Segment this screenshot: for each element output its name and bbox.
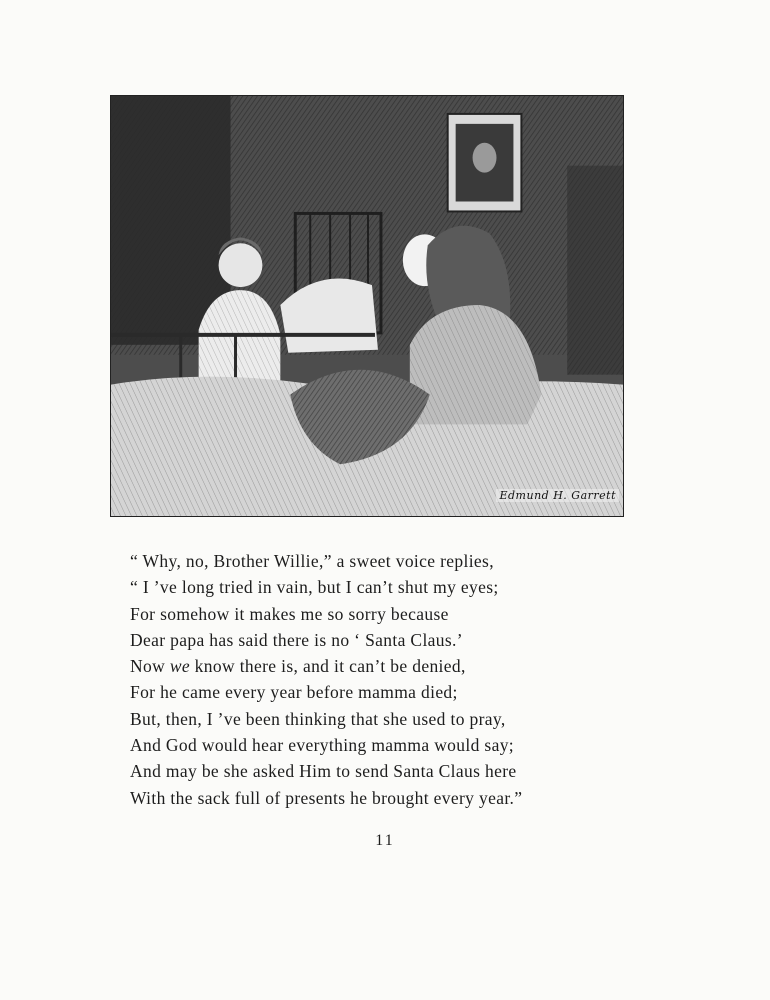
poem-line: Now we know there is, and it can’t be denied, bbox=[130, 656, 466, 677]
engraving-illustration bbox=[110, 95, 624, 517]
poem-line: And may be she asked Him to send Santa Claus here bbox=[130, 761, 517, 782]
poem-line: “ Why, no, Brother Willie,” a sweet voice replies, bbox=[130, 551, 494, 571]
poem-stanza bbox=[130, 548, 650, 811]
poem-line: With the sack full of presents he brought every year.” bbox=[130, 787, 523, 808]
poem-line: For he came every year before mamma died; bbox=[130, 682, 458, 703]
page-number: 11 bbox=[375, 832, 395, 849]
emphasized-word: we bbox=[169, 656, 190, 677]
bedroom-scene-engraving bbox=[111, 96, 623, 516]
poem-line: But, then, I ’ve been thinking that she used to pray, bbox=[130, 708, 506, 729]
poem-line: And God would hear everything mamma would say; bbox=[130, 735, 515, 756]
poem-line: Dear papa has said there is no ‘ Santa Claus.’ bbox=[130, 629, 463, 650]
artist-signature: Edmund H. Garrett bbox=[496, 489, 619, 502]
poem-line: For somehow it makes me so sorry because bbox=[130, 603, 449, 624]
poem-line: “ I ’ve long tried in vain, but I can’t shut my eyes; bbox=[130, 577, 499, 598]
